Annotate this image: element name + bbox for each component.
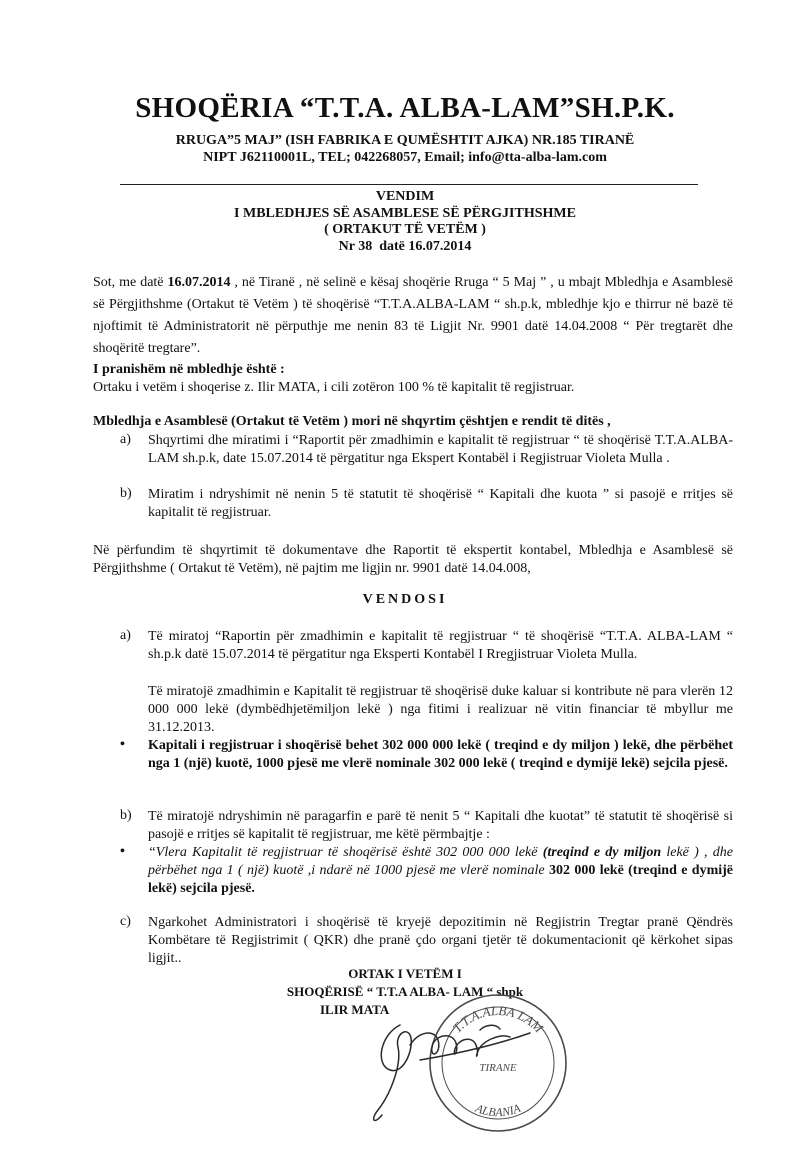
signature-title: ORTAK I VETËM I (348, 966, 462, 981)
decision-b-paragraph: Të miratojë ndryshimin në paragarfin e parë të nenit 5 “ Kapitali dhe kuotat” të statutit të shoqërisë si pasojë e rritjes së kapitalit të regjistruar, me këtë përmbajtje : (148, 809, 733, 842)
agenda-heading: Mbledhja e Asamblesë (Ortakut të Vetëm ) mori në shqyrtim çështjen e rendit të ditës , (93, 414, 611, 429)
company-contacts: NIPT J62110001L, TEL; 042268057, Email; info@tta-alba-lam.com (203, 150, 607, 165)
decision-a-capital-statement: Kapitali i regjistruar i shoqërisë behet 302 000 000 lekë ( treqind e dy miljon ) lekë, dhe përbëhet nga 1 (një) kuotë, 1000 pjesë me vlerë nominale 302 000 lekë ( treqind e dymijë lekë) sejcila pjesë. (148, 738, 733, 771)
document-subtitle: I MBLEDHJES SË ASAMBLESE SË PËRGJITHSHME (234, 206, 576, 221)
agenda-item-a-marker: a) (120, 432, 131, 447)
decision-c-marker: c) (120, 914, 131, 929)
meeting-date: 16.07.2014 (167, 275, 231, 290)
document-number-date (0, 239, 810, 255)
decision-a-paragraph-2: Të miratojë zmadhimin e Kapitalit të regjistruar të shoqërisë duke kaluar si kontribute në para vlerën 12 000 000 lekë (dymbëdhjetëmiljon lekë ) nga fitimi i realizuar në vitin financiar të mbyllur me 31.12.2013. (148, 684, 733, 735)
conclusion-paragraph: Në përfundim të shqyrtimit të dokumentave dhe Raportit të ekspertit kontabel, Mbledhja e Asamblesë së Përgjithshme ( Ortakut të Vetëm), në pajtim me ligjin nr. 9901 datë 14.04.008, (93, 543, 733, 576)
decides-heading: VENDOSI (362, 592, 448, 607)
statute-text-part-3: lekë ) , dhe përbëhet nga 1 ( një) kuotë ,i ndarë në 1000 pjesë me vlerë nominale (148, 845, 733, 878)
decision-b-statute-text (148, 844, 733, 898)
decision-b-marker: b) (120, 808, 132, 823)
document-date: datë 16.07.2014 (379, 239, 472, 254)
stamp-top-text (449, 1003, 547, 1036)
decision-a-paragraph-1: Të miratoj “Raportin për zmadhimin e kapitalit të regjistruar “ të shoqërisë “T.T.A. ALBA-LAM “ sh.p.k datë 15.07.2014 të përgatitur nga Eksperti Kontabël I Rregjistruar Violeta Mulla. (148, 629, 733, 662)
decision-a-marker: a) (120, 628, 131, 643)
intro-text-rest: , në Tiranë , në selinë e kësaj shoqërie Rruga “ 5 Maj ” , u mbajt Mbledhja e Asamblesë së Përgjithshme (Ortakut të Vetëm ) të shoqërisë “T.T.A.ALBA-LAM “ sh.p.k, mbledhje kjo e thirrur në bazë të njoftimit të Administratorit në përputhje me nenin 83 të Ligjit Nr. 9901 datë 14.04.2008 “ Për tregtarët dhe shoqëritë tregtare”. (93, 275, 733, 356)
header-divider (120, 184, 698, 185)
stamp-top-text-path: T.T.A.ALBA LAM (449, 1002, 547, 1036)
company-name: SHOQËRIA “T.T.A. ALBA-LAM”SH.P.K. (135, 92, 675, 124)
signatory-name: ILIR MATA (320, 1002, 390, 1017)
statute-text-part-2: (treqind e dy miljon (542, 845, 662, 860)
stamp-middle-text: TIRANE (479, 1062, 517, 1074)
agenda-item-b: Miratim i ndryshimit në nenin 5 të statutit të shoqërisë “ Kapitali dhe kuota ” si pasojë e rritjes së kapitalit të regjistruar. (148, 487, 733, 520)
document-number: Nr 38 (338, 239, 373, 254)
decision-c-paragraph: Ngarkohet Administratori i shoqërisë të kryejë depozitimin në Regjistrin Tregtar pranë Qëndrës Kombëtare të Regjistrimit ( QKR) dhe pranë çdo organi tjetër të dokumentacionit që kërkohet sipas ligjit.. (148, 915, 733, 966)
intro-text-start: Sot, me datë (93, 275, 168, 290)
statute-text-part-1: “Vlera Kapitalit të regjistruar të shoqërisë është 302 000 000 lekë (148, 845, 543, 860)
document-subtitle-parenthetical: ( ORTAKUT TË VETËM ) (324, 222, 486, 237)
stamp-and-signature-graphic (360, 985, 590, 1155)
intro-paragraph (93, 272, 733, 360)
company-address: RRUGA”5 MAJ” (ISH FABRIKA E QUMËSHTIT AJKA) NR.185 TIRANË (175, 133, 635, 148)
statute-text-part-4: 302 000 lekë (treqind e dymijë lekë) sejcila pjesë. (148, 863, 734, 896)
document-title: VENDIM (375, 189, 435, 204)
present-text: Ortaku i vetëm i shoqerise z. Ilir MATA, i cili zotëron 100 % të kapitalit të regjistruar. (93, 380, 575, 395)
decision-a-bullet-icon: • (120, 737, 125, 752)
agenda-item-a: Shqyrtimi dhe miratimi i “Raportit për zmadhimin e kapitalit të regjistruar “ të shoqërisë T.T.A.ALBA-LAM sh.p.k, date 15.07.2014 të përgatitur nga Ekspert Kontabël i Regjistruar Violeta Mulla . (148, 433, 733, 466)
stamp-bottom-text-path: ALBANIA (473, 1100, 523, 1120)
decision-b-bullet-icon: • (120, 844, 125, 859)
signature-company: SHOQËRISË “ T.T.A ALBA- LAM “ shpk (286, 984, 524, 999)
present-heading: I pranishëm në mbledhje është : (93, 362, 285, 377)
agenda-item-b-marker: b) (120, 486, 132, 501)
